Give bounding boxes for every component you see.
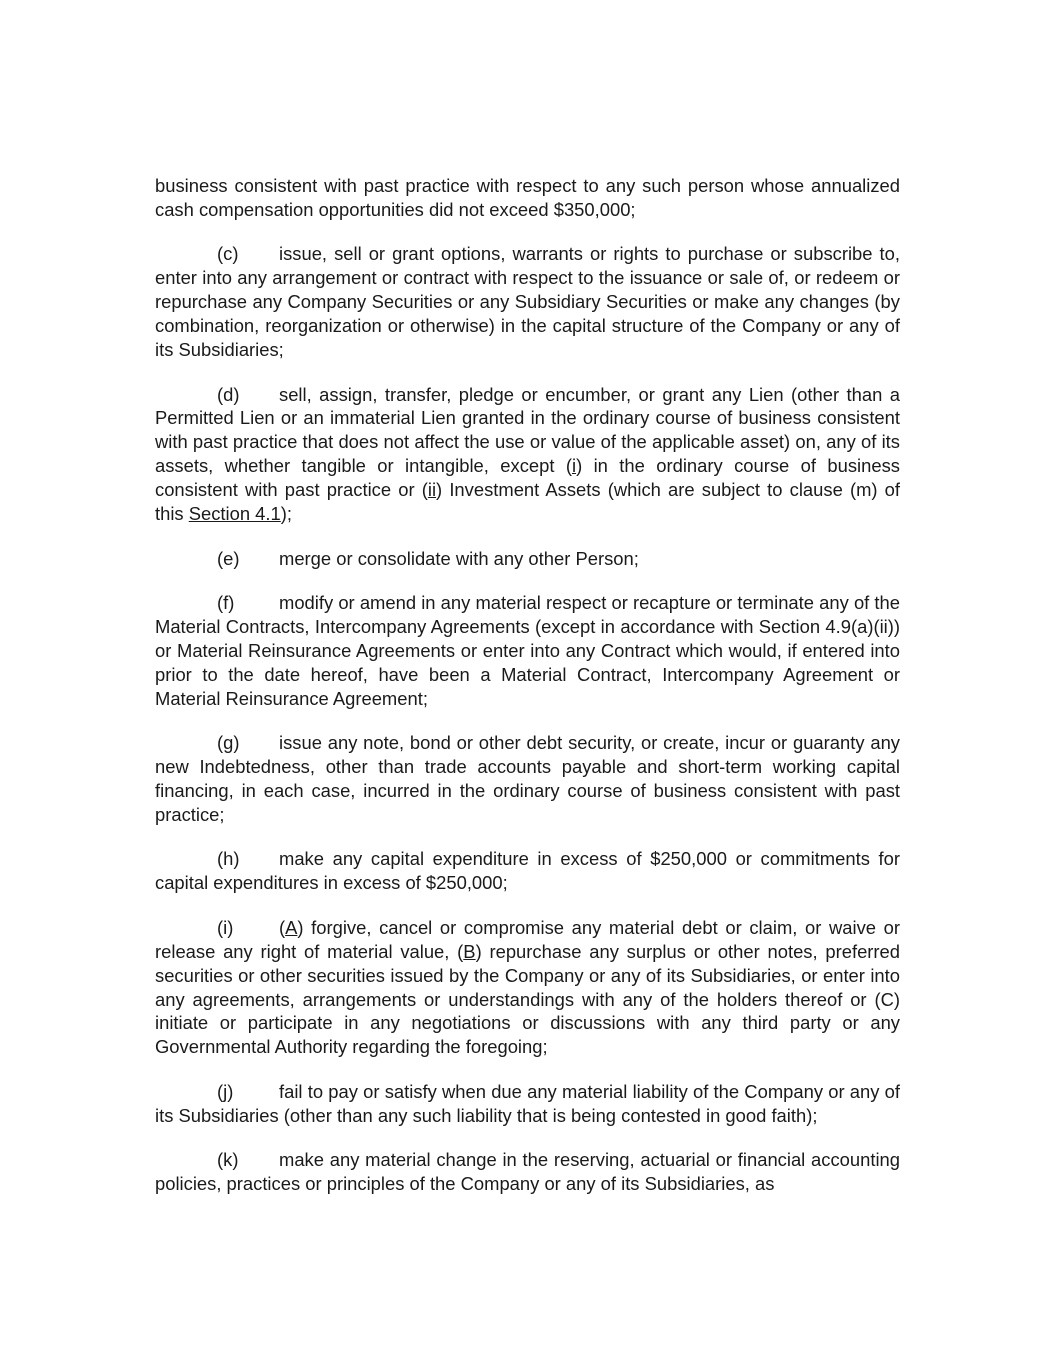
document-body — [155, 174, 900, 1217]
clause-g-label: (g) — [217, 732, 240, 754]
clause-d-label: (d) — [217, 383, 240, 405]
clause-k-label: (k) — [217, 1149, 239, 1171]
clause-h-text: make any capital expenditure in excess of $250,000 or commitments for capital expenditures in excess of $250,000; — [155, 848, 900, 894]
clause-j — [155, 1080, 900, 1128]
clause-i-ref-b: B — [463, 940, 476, 962]
clause-d-text-2: ) in the ordinary course of business consistent with past practice or ( — [155, 455, 900, 501]
clause-i — [155, 916, 900, 1059]
clause-d — [155, 383, 900, 526]
intro-text: business consistent with past practice with respect to any such person whose annualized cash compensation opportunities did not exceed $350,000; — [155, 175, 900, 220]
clause-d-text-1: sell, assign, transfer, pledge or encumber, or grant any Lien (other than a Permitted Lien or an immaterial Lien granted in the ordinary course of business consistent with past practice that does not affect the use or value of the applicable asset) on, any of its assets, whether tangible or intangible, except ( — [155, 383, 900, 477]
clause-f-text: modify or amend in any material respect or recapture or terminate any of the Material Contracts, Intercompany Agreements (except in accordance with Section 4.9(a)(ii)) or Material Reinsurance Agreements or enter into any Contract which would, if entered into prior to the date hereof, have been a Material Contract, Intercompany Agreement or Material Reinsurance Agreement; — [155, 592, 900, 709]
clause-f-label: (f) — [217, 592, 235, 614]
clause-i-ref-a: A — [285, 916, 298, 938]
section-4-1-reference: Section 4.1 — [188, 503, 281, 525]
clause-d-ref-i: i — [571, 455, 577, 477]
clause-e — [155, 547, 900, 571]
clause-h-label: (h) — [217, 848, 240, 870]
intro-paragraph — [155, 174, 900, 222]
clause-c-text: issue, sell or grant options, warrants or rights to purchase or subscribe to, enter into any arrangement or contract with respect to the issuance or sale of, or redeem or repurchase any Company Securities or any Subsidiary Securities or make any changes (by combination, reorganization or otherwise) in the capital structure of the Company or any of its Subsidiaries; — [155, 243, 900, 361]
clause-j-label: (j) — [217, 1080, 234, 1102]
clause-i-label: (i) — [217, 916, 234, 938]
clause-c-label: (c) — [217, 243, 239, 265]
clause-d-ref-ii: ii — [427, 479, 437, 501]
clause-e-label: (e) — [217, 547, 240, 569]
clause-f — [155, 591, 900, 711]
clause-d-text-3: ) Investment Assets (which are subject to clause (m) of this — [155, 479, 900, 525]
clause-i-text-3: ) repurchase any surplus or other notes, preferred securities or other securities issued by the Company or any of its Subsidiaries, or enter into any agreements, arrangements or understandings with any of the holders thereof or (C) initiate or participate in any negotiations or discussions with any third party or any Governmental Authority regarding the foregoing; — [155, 940, 900, 1058]
clause-j-text: fail to pay or satisfy when due any material liability of the Company or any of its Subsidiaries (other than any such liability that is being contested in good faith); — [155, 1080, 900, 1126]
clause-k-text: make any material change in the reserving, actuarial or financial accounting policies, practices or principles of the Company or any of its Subsidiaries, as — [155, 1149, 900, 1195]
clause-k — [155, 1148, 900, 1196]
clause-i-text-2: ) forgive, cancel or compromise any material debt or claim, or waive or release any right of material value, ( — [155, 916, 900, 962]
clause-g — [155, 731, 900, 827]
clause-d-text-4: ); — [280, 503, 292, 525]
clause-h — [155, 847, 900, 895]
clause-g-text: issue any note, bond or other debt security, or create, incur or guaranty any new Indebtedness, other than trade accounts payable and short-term working capital financing, in each case, incurred in the ordinary course of business consistent with past practice; — [155, 732, 900, 825]
clause-e-text: merge or consolidate with any other Person; — [279, 547, 639, 569]
clause-c — [155, 242, 900, 362]
clause-i-text-1: ( — [279, 916, 286, 938]
